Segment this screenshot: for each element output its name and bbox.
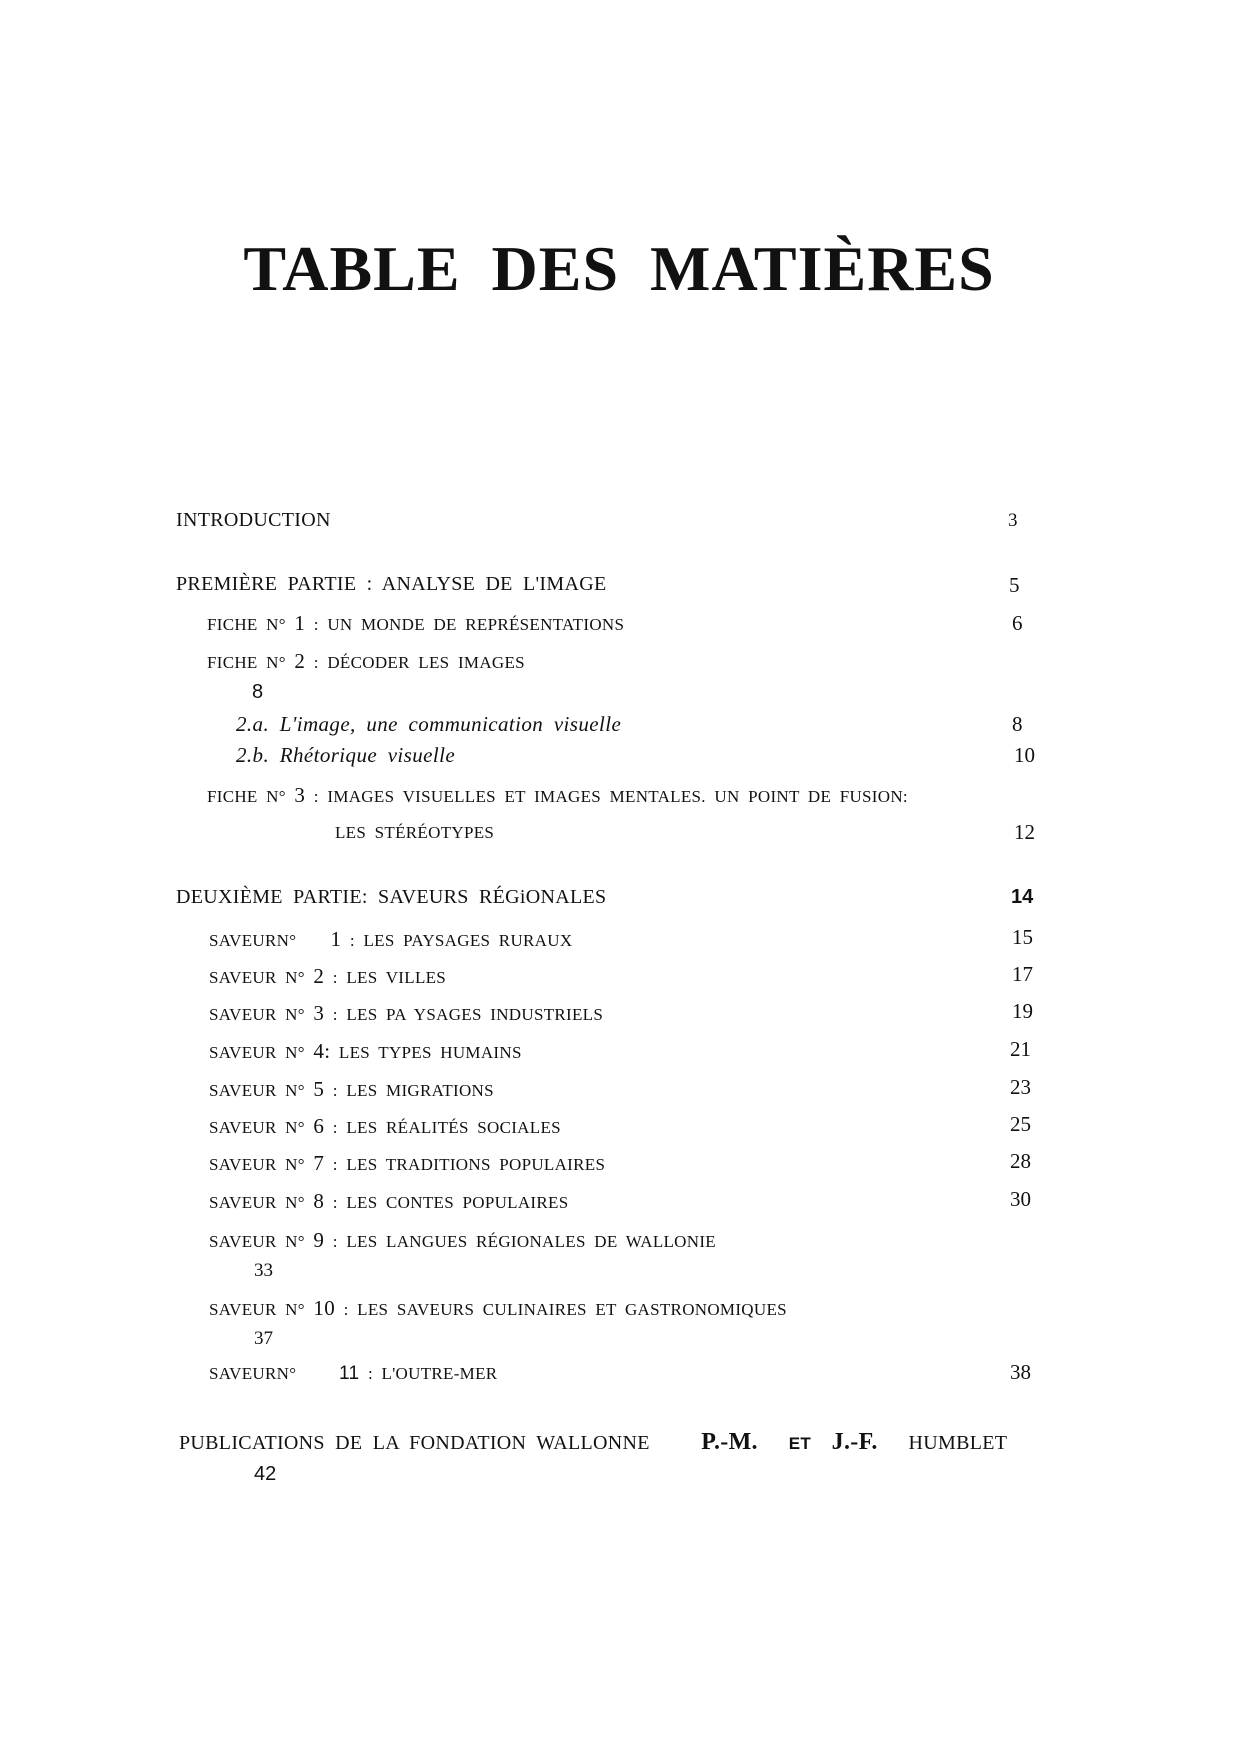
fiche-prefix: FICHE N° (207, 653, 286, 672)
toc-entry-saveur-3 (209, 1001, 603, 1026)
toc-page-introduction: 3 (1008, 510, 1018, 531)
toc-entry-publications (179, 1429, 1007, 1456)
saveur-label: : LES PAYSAGES RURAUX (349, 931, 573, 950)
toc-entry-saveur-1 (209, 927, 572, 952)
fiche-prefix: FICHE N° (207, 615, 286, 634)
saveur-prefix: SAVEUR N° (209, 1081, 305, 1100)
toc-page-fiche-1: 6 (1012, 611, 1023, 635)
toc-page-fiche-2: 8 (252, 681, 264, 703)
saveur-number: 5 (313, 1077, 325, 1101)
toc-entry-saveur-11 (209, 1363, 497, 1385)
saveur-prefix: SAVEUR N° (209, 968, 305, 987)
toc-page-part1: 5 (1009, 573, 1020, 597)
saveur-prefix: SAVEUR N° (209, 1005, 305, 1024)
toc-entry-saveur-7 (209, 1151, 605, 1176)
saveur-prefix: SAVEUR N° (209, 1232, 305, 1251)
saveur-prefix: SAVEUR N° (209, 1193, 305, 1212)
saveur-number: 3 (313, 1001, 325, 1025)
saveur-label: : LES TRADITIONS POPULAIRES (332, 1155, 606, 1174)
toc-page-saveur-8: 30 (1010, 1187, 1031, 1211)
toc-page-sub-2a: 8 (1012, 712, 1023, 736)
saveur-label: : LES VILLES (332, 968, 447, 987)
fiche-number: 3 (294, 783, 306, 807)
toc-entry-part2: DEUXIÈME PARTIE: SAVEURS RÉGiONALES (176, 886, 607, 908)
toc-page-saveur-6: 25 (1010, 1112, 1031, 1136)
toc-entry-fiche-2 (207, 649, 525, 674)
saveur-label: : LES SAVEURS CULINAIRES ET GASTRONOMIQUES (343, 1300, 787, 1319)
toc-page-fiche-3: 12 (1014, 820, 1035, 844)
page-title: TABLE DES MATIÈRES (243, 233, 995, 304)
toc-page-saveur-5: 23 (1010, 1075, 1031, 1099)
toc-entry-saveur-10 (209, 1296, 787, 1321)
toc-entry-saveur-5 (209, 1077, 494, 1102)
saveur-number: 10 (313, 1296, 336, 1320)
publications-jf: J.-F. (831, 1429, 878, 1455)
saveur-label: LES TYPES HUMAINS (338, 1043, 522, 1062)
fiche-prefix: FICHE N° (207, 787, 286, 806)
toc-page-saveur-7: 28 (1010, 1149, 1031, 1173)
saveur-number: 9 (313, 1228, 325, 1252)
toc-page-saveur-9: 33 (254, 1260, 273, 1281)
saveur-number: 6 (313, 1114, 325, 1138)
toc-entry-saveur-9 (209, 1228, 716, 1253)
saveur-number: 2 (313, 964, 325, 988)
toc-entry-part1: PREMIÈRE PARTIE : ANALYSE DE L'IMAGE (176, 573, 607, 595)
publications-suffix: HUMBLET (908, 1432, 1008, 1454)
saveur-label: : LES LANGUES RÉGIONALES DE WALLONIE (332, 1232, 716, 1251)
saveur-prefix: SAVEURN° (209, 1364, 297, 1383)
toc-entry-saveur-2 (209, 964, 446, 989)
fiche-label: : DÉCODER LES IMAGES (313, 653, 525, 672)
toc-entry-saveur-6 (209, 1114, 561, 1139)
saveur-label: : LES MIGRATIONS (332, 1081, 494, 1100)
saveur-prefix: SAVEUR N° (209, 1043, 305, 1062)
publications-prefix: PUBLICATIONS DE LA FONDATION WALLONNE (179, 1432, 650, 1454)
fiche-number: 2 (294, 649, 306, 673)
toc-entry-saveur-4 (209, 1039, 522, 1064)
toc-page-saveur-4: 21 (1010, 1037, 1031, 1061)
toc-entry-sub-2b: 2.b. Rhétorique visuelle (236, 743, 456, 767)
toc-entry-sub-2a: 2.a. L'image, une communication visuelle (236, 712, 622, 736)
toc-page-saveur-2: 17 (1012, 962, 1033, 986)
saveur-label: : LES RÉALITÉS SOCIALES (332, 1118, 561, 1137)
toc-page-saveur-3: 19 (1012, 999, 1033, 1023)
saveur-prefix: SAVEUR N° (209, 1155, 305, 1174)
saveur-prefix: SAVEURN° (209, 931, 297, 950)
fiche-label: : UN MONDE DE REPRÉSENTATIONS (313, 615, 625, 634)
toc-entry-fiche-3-line2: LES STÉRÉOTYPES (335, 823, 495, 842)
toc-page-publications: 42 (254, 1463, 277, 1485)
saveur-number: 11 (339, 1363, 360, 1384)
fiche-label: : IMAGES VISUELLES ET IMAGES MENTALES. UN POINT DE FUSION: (313, 787, 908, 806)
toc-page-saveur-1: 15 (1012, 925, 1033, 949)
fiche-number: 1 (294, 611, 306, 635)
saveur-prefix: SAVEUR N° (209, 1118, 305, 1137)
saveur-number: 7 (313, 1151, 325, 1175)
toc-page-saveur-11: 38 (1010, 1360, 1031, 1384)
toc-entry-saveur-8 (209, 1189, 568, 1214)
toc-entry-fiche-1 (207, 611, 624, 636)
saveur-number: 4: (313, 1039, 331, 1063)
toc-page-part2: 14 (1011, 886, 1034, 908)
toc-page-saveur-10: 37 (254, 1328, 273, 1349)
toc-page-sub-2b: 10 (1014, 743, 1035, 767)
saveur-label: : L'OUTRE-MER (367, 1364, 498, 1383)
saveur-label: : LES CONTES POPULAIRES (332, 1193, 569, 1212)
saveur-number: 1 (330, 927, 342, 951)
saveur-label: : LES PA YSAGES INDUSTRIELS (332, 1005, 604, 1024)
publications-pm: P.-M. (701, 1429, 758, 1455)
toc-entry-fiche-3 (207, 783, 908, 808)
saveur-prefix: SAVEUR N° (209, 1300, 305, 1319)
saveur-number: 8 (313, 1189, 325, 1213)
publications-et: ET (788, 1434, 812, 1453)
toc-entry-introduction: INTRODUCTION (176, 509, 331, 531)
